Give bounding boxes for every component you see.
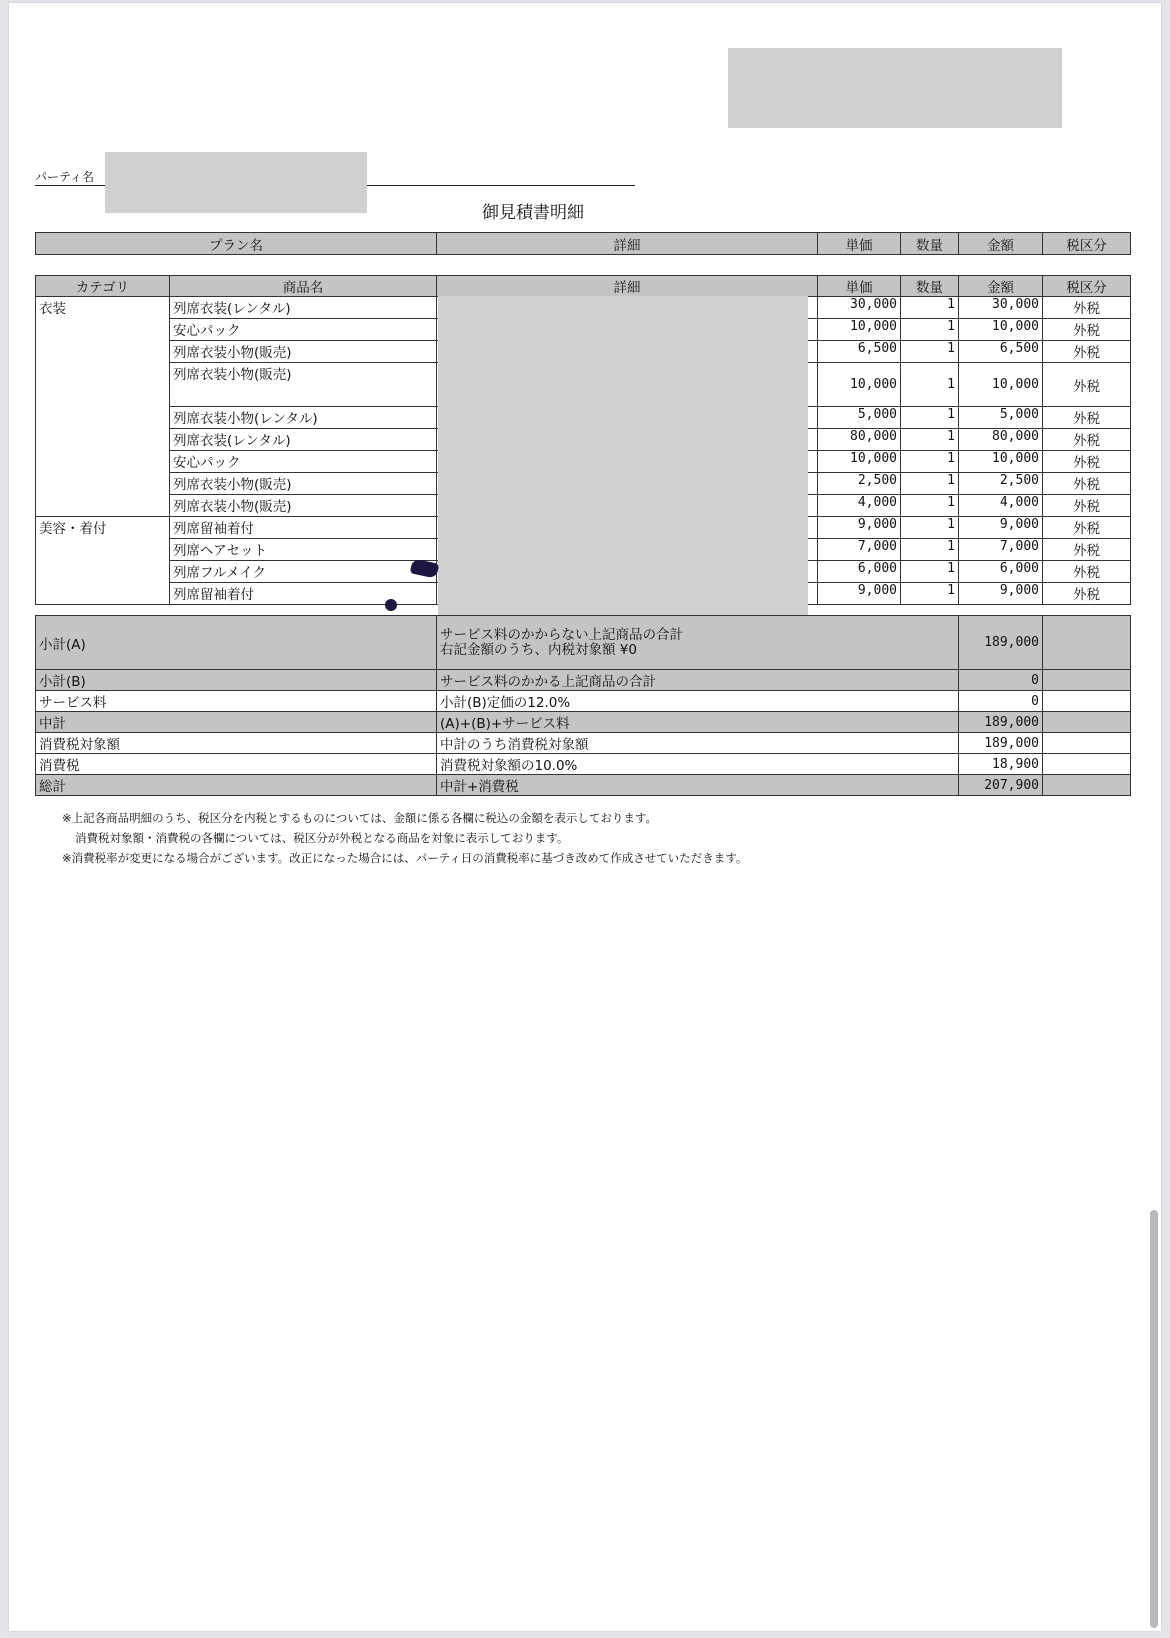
category-cell: 衣装 bbox=[36, 297, 170, 517]
summary-amount: 189,000 bbox=[959, 712, 1043, 733]
plan-header-tax: 税区分 bbox=[1043, 233, 1131, 255]
item-price: 30,000 bbox=[818, 297, 901, 319]
item-tax: 外税 bbox=[1043, 341, 1131, 363]
summary-label: 消費税 bbox=[36, 754, 437, 775]
item-name: 列席衣装小物(レンタル) bbox=[170, 407, 437, 429]
redacted-detail-column bbox=[438, 296, 808, 616]
item-tax: 外税 bbox=[1043, 561, 1131, 583]
plan-header-name: プラン名 bbox=[36, 233, 437, 255]
item-tax: 外税 bbox=[1043, 539, 1131, 561]
item-qty: 1 bbox=[901, 561, 959, 583]
summary-detail: 消費税対象額の10.0% bbox=[437, 754, 959, 775]
item-amount: 2,500 bbox=[959, 473, 1043, 495]
item-header-amount: 金額 bbox=[959, 276, 1043, 297]
item-price: 7,000 bbox=[818, 539, 901, 561]
item-tax: 外税 bbox=[1043, 495, 1131, 517]
item-header-category: カテゴリ bbox=[36, 276, 170, 297]
summary-label: 中計 bbox=[36, 712, 437, 733]
pen-mark-dot bbox=[385, 599, 397, 611]
item-tax: 外税 bbox=[1043, 407, 1131, 429]
summary-row bbox=[36, 775, 1131, 796]
item-header-price: 単価 bbox=[818, 276, 901, 297]
summary-amount: 189,000 bbox=[959, 616, 1043, 670]
item-qty: 1 bbox=[901, 517, 959, 539]
summary-amount: 207,900 bbox=[959, 775, 1043, 796]
item-qty: 1 bbox=[901, 583, 959, 605]
plan-table bbox=[35, 232, 1131, 255]
item-qty: 1 bbox=[901, 495, 959, 517]
item-tax: 外税 bbox=[1043, 517, 1131, 539]
item-qty: 1 bbox=[901, 407, 959, 429]
item-qty: 1 bbox=[901, 297, 959, 319]
item-header-qty: 数量 bbox=[901, 276, 959, 297]
item-name: 列席フルメイク bbox=[170, 561, 437, 583]
item-price: 6,500 bbox=[818, 341, 901, 363]
footnote-line: ※上記各商品明細のうち、税区分を内税とするものについては、金額に係る各欄に税込の金額を表示しております。 bbox=[62, 811, 657, 825]
summary-detail-line: 右記金額のうち、内税対象額 ¥0 bbox=[440, 641, 637, 658]
summary-row bbox=[36, 712, 1131, 733]
redacted-header-block bbox=[728, 48, 1062, 128]
item-price: 4,000 bbox=[818, 495, 901, 517]
item-amount: 6,500 bbox=[959, 341, 1043, 363]
summary-row bbox=[36, 691, 1131, 712]
item-name: 安心パック bbox=[170, 319, 437, 341]
item-tax: 外税 bbox=[1043, 319, 1131, 341]
summary-row bbox=[36, 670, 1131, 691]
item-amount: 80,000 bbox=[959, 429, 1043, 451]
item-name: 列席衣装(レンタル) bbox=[170, 429, 437, 451]
item-tax: 外税 bbox=[1043, 429, 1131, 451]
summary-label: サービス料 bbox=[36, 691, 437, 712]
summary-table bbox=[35, 615, 1131, 796]
item-qty: 1 bbox=[901, 473, 959, 495]
footnote-line: 消費税対象額・消費税の各欄については、税区分が外税となる商品を対象に表示しております。 bbox=[75, 831, 569, 845]
item-name: 列席衣装小物(販売) bbox=[170, 495, 437, 517]
item-name: 列席衣装小物(販売) bbox=[170, 341, 437, 363]
plan-header-detail: 詳細 bbox=[437, 233, 818, 255]
item-price: 5,000 bbox=[818, 407, 901, 429]
item-price: 10,000 bbox=[818, 319, 901, 341]
summary-empty bbox=[1043, 670, 1131, 691]
summary-row bbox=[36, 754, 1131, 775]
item-amount: 10,000 bbox=[959, 451, 1043, 473]
summary-empty bbox=[1043, 691, 1131, 712]
item-amount: 30,000 bbox=[959, 297, 1043, 319]
summary-empty bbox=[1043, 754, 1131, 775]
plan-header-qty: 数量 bbox=[901, 233, 959, 255]
summary-row bbox=[36, 616, 1131, 670]
summary-detail-line: サービス料のかからない上記商品の合計 bbox=[440, 626, 683, 643]
plan-header-price: 単価 bbox=[818, 233, 901, 255]
item-qty: 1 bbox=[901, 539, 959, 561]
vertical-scrollbar[interactable] bbox=[1150, 1210, 1158, 1628]
category-cell: 美容・着付 bbox=[36, 517, 170, 605]
item-tax: 外税 bbox=[1043, 451, 1131, 473]
item-price: 10,000 bbox=[818, 451, 901, 473]
summary-empty bbox=[1043, 616, 1131, 670]
summary-detail: 中計+消費税 bbox=[437, 775, 959, 796]
summary-detail: 小計(B)定価の12.0% bbox=[437, 691, 959, 712]
summary-label: 小計(A) bbox=[36, 616, 437, 670]
summary-empty bbox=[1043, 712, 1131, 733]
summary-amount: 18,900 bbox=[959, 754, 1043, 775]
item-amount: 9,000 bbox=[959, 583, 1043, 605]
item-price: 9,000 bbox=[818, 517, 901, 539]
item-qty: 1 bbox=[901, 451, 959, 473]
party-name-label: パーティ名 bbox=[35, 170, 95, 184]
item-name: 列席衣装小物(販売) bbox=[170, 363, 437, 407]
item-tax: 外税 bbox=[1043, 297, 1131, 319]
document-title: 御見積書明細 bbox=[482, 203, 584, 223]
item-qty: 1 bbox=[901, 429, 959, 451]
item-price: 10,000 bbox=[818, 363, 901, 407]
item-qty: 1 bbox=[901, 319, 959, 341]
summary-label: 消費税対象額 bbox=[36, 733, 437, 754]
summary-detail bbox=[437, 616, 959, 670]
summary-row bbox=[36, 733, 1131, 754]
item-qty: 1 bbox=[901, 341, 959, 363]
summary-amount: 0 bbox=[959, 691, 1043, 712]
item-name: 列席衣装小物(販売) bbox=[170, 473, 437, 495]
item-price: 80,000 bbox=[818, 429, 901, 451]
item-header-tax: 税区分 bbox=[1043, 276, 1131, 297]
item-amount: 5,000 bbox=[959, 407, 1043, 429]
item-amount: 4,000 bbox=[959, 495, 1043, 517]
summary-amount: 0 bbox=[959, 670, 1043, 691]
item-price: 6,000 bbox=[818, 561, 901, 583]
item-qty: 1 bbox=[901, 363, 959, 407]
summary-detail: (A)+(B)+サービス料 bbox=[437, 712, 959, 733]
item-price: 2,500 bbox=[818, 473, 901, 495]
item-name: 列席ヘアセット bbox=[170, 539, 437, 561]
summary-detail: サービス料のかかる上記商品の合計 bbox=[437, 670, 959, 691]
plan-header-amount: 金額 bbox=[959, 233, 1043, 255]
item-amount: 7,000 bbox=[959, 539, 1043, 561]
summary-empty bbox=[1043, 733, 1131, 754]
item-amount: 10,000 bbox=[959, 363, 1043, 407]
summary-label: 総計 bbox=[36, 775, 437, 796]
item-amount: 10,000 bbox=[959, 319, 1043, 341]
footnote-line: ※消費税率が変更になる場合がございます。改正になった場合には、パーティ日の消費税率に基づき改めて作成させていただきます。 bbox=[62, 851, 748, 865]
item-name: 安心パック bbox=[170, 451, 437, 473]
item-price: 9,000 bbox=[818, 583, 901, 605]
item-tax: 外税 bbox=[1043, 583, 1131, 605]
summary-amount: 189,000 bbox=[959, 733, 1043, 754]
footnotes bbox=[62, 808, 747, 868]
item-name: 列席留袖着付 bbox=[170, 583, 437, 605]
item-header-detail: 詳細 bbox=[437, 276, 818, 297]
item-amount: 6,000 bbox=[959, 561, 1043, 583]
summary-empty bbox=[1043, 775, 1131, 796]
item-tax: 外税 bbox=[1043, 363, 1131, 407]
item-name: 列席留袖着付 bbox=[170, 517, 437, 539]
summary-label: 小計(B) bbox=[36, 670, 437, 691]
item-header-name: 商品名 bbox=[170, 276, 437, 297]
item-tax: 外税 bbox=[1043, 473, 1131, 495]
summary-detail: 中計のうち消費税対象額 bbox=[437, 733, 959, 754]
item-amount: 9,000 bbox=[959, 517, 1043, 539]
item-name: 列席衣装(レンタル) bbox=[170, 297, 437, 319]
